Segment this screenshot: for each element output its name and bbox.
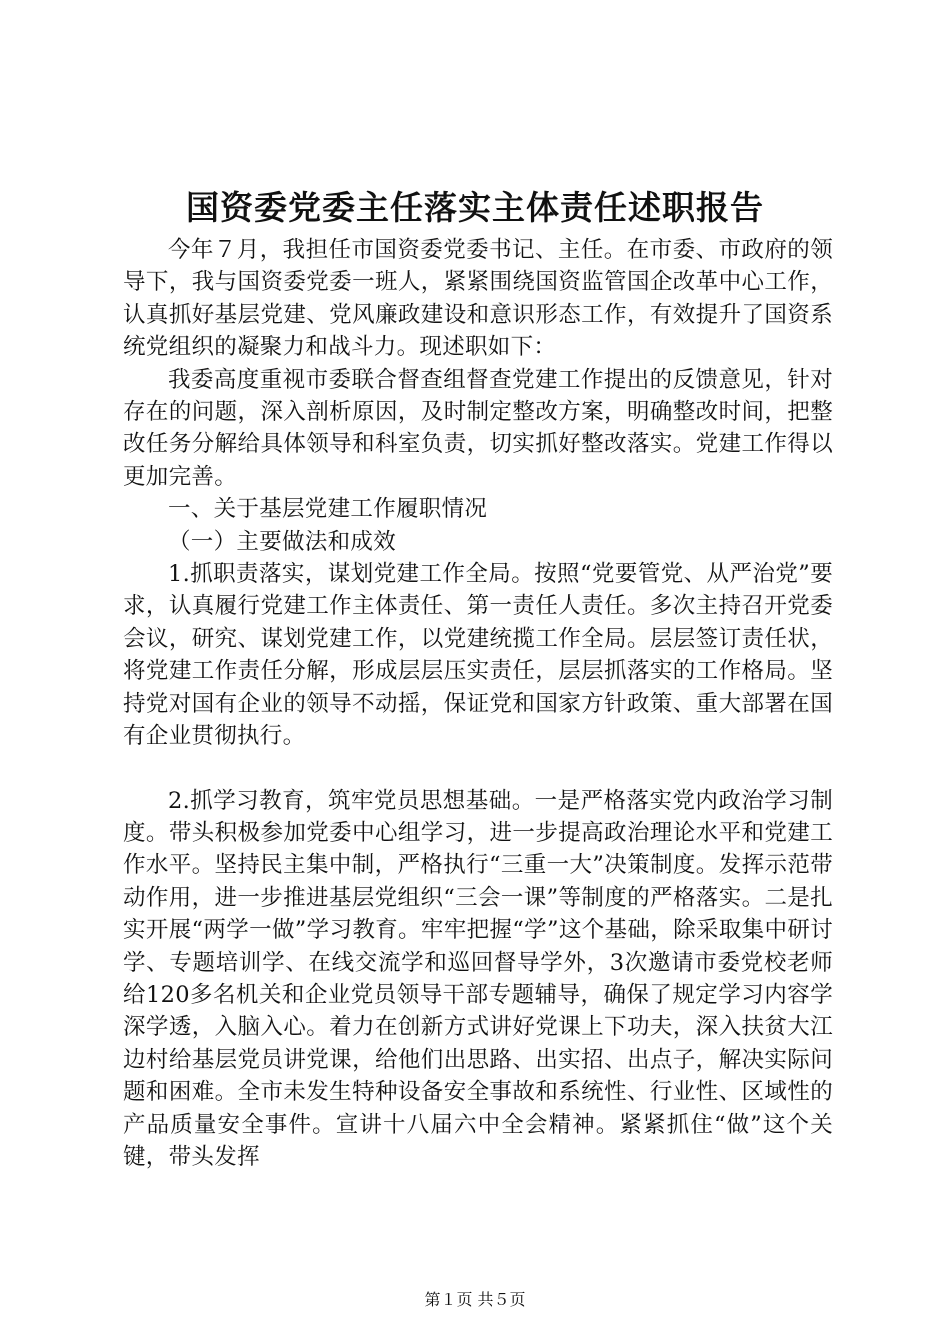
paragraph-intro: 今年７月，我担任市国资委党委书记、主任。在市委、市政府的领导下，我与国资委党委一班人，紧紧围绕国资监管国企改革中心工作，认真抓好基层党建、党风廉政建设和意识形态工作，有效提升了国资系统党组织的凝聚力和战斗力。现述职如下： [123,237,833,361]
document-body [123,234,833,1173]
paragraph-rectification: 我委高度重视市委联合督查组督查党建工作提出的反馈意见，针对存在的问题，深入剖析原因，及时制定整改方案，明确整改时间，把整改任务分解给具体领导和科室负责，切实抓好整改落实。党建工作得以更加完善。 [123,366,833,490]
document-title: 国资委党委主任落实主体责任述职报告 [186,188,764,227]
subsection-heading: （一）主要做法和成效 [168,528,397,555]
page-footer: 第１页 共５页 [424,1290,526,1309]
paragraph-item-2: 2.抓学习教育，筑牢党员思想基础。一是严格落实党内政治学习制度。带头积极参加党委中心组学习，进一步提高政治理论水平和党建工作水平。坚持民主集中制，严格执行“三重一大”决策制度。发挥示范带动作用，进一步推进基层党组织“三会一课”等制度的严格落实。二是扎实开展“两学一做”学习教育。牢牢把握“学”这个基础，除采取集中研讨学、专题培训学、在线交流学和巡回督导学外，3次邀请市委党校老师给120多名机关和企业党员领导干部专题辅导，确保了规定学习内容学深学透，入脑入心。着力在创新方式讲好党课上下功夫，深入扶贫大江边村给基层党员讲党课，给他们出思路、出实招、出点子，解决实际问题和困难。全市未发生特种设备安全事故和系统性、行业性、区域性的产品质量安全事件。宣讲十八届六中全会精神。紧紧抓住“做”这个关键，带头发挥 [123,787,833,1170]
section-heading: 一、关于基层党建工作履职情况 [168,496,488,523]
paragraph-item-1: 1.抓职责落实，谋划党建工作全局。按照“党要管党、从严治党”要求，认真履行党建工作主体责任、第一责任人责任。多次主持召开党委会议，研究、谋划党建工作，以党建统揽工作全局。层层签订责任状，将党建工作责任分解，形成层层压实责任，层层抓落实的工作格局。坚持党对国有企业的领导不动摇，保证党和国家方针政策、重大部署在国有企业贯彻执行。 [123,561,833,750]
